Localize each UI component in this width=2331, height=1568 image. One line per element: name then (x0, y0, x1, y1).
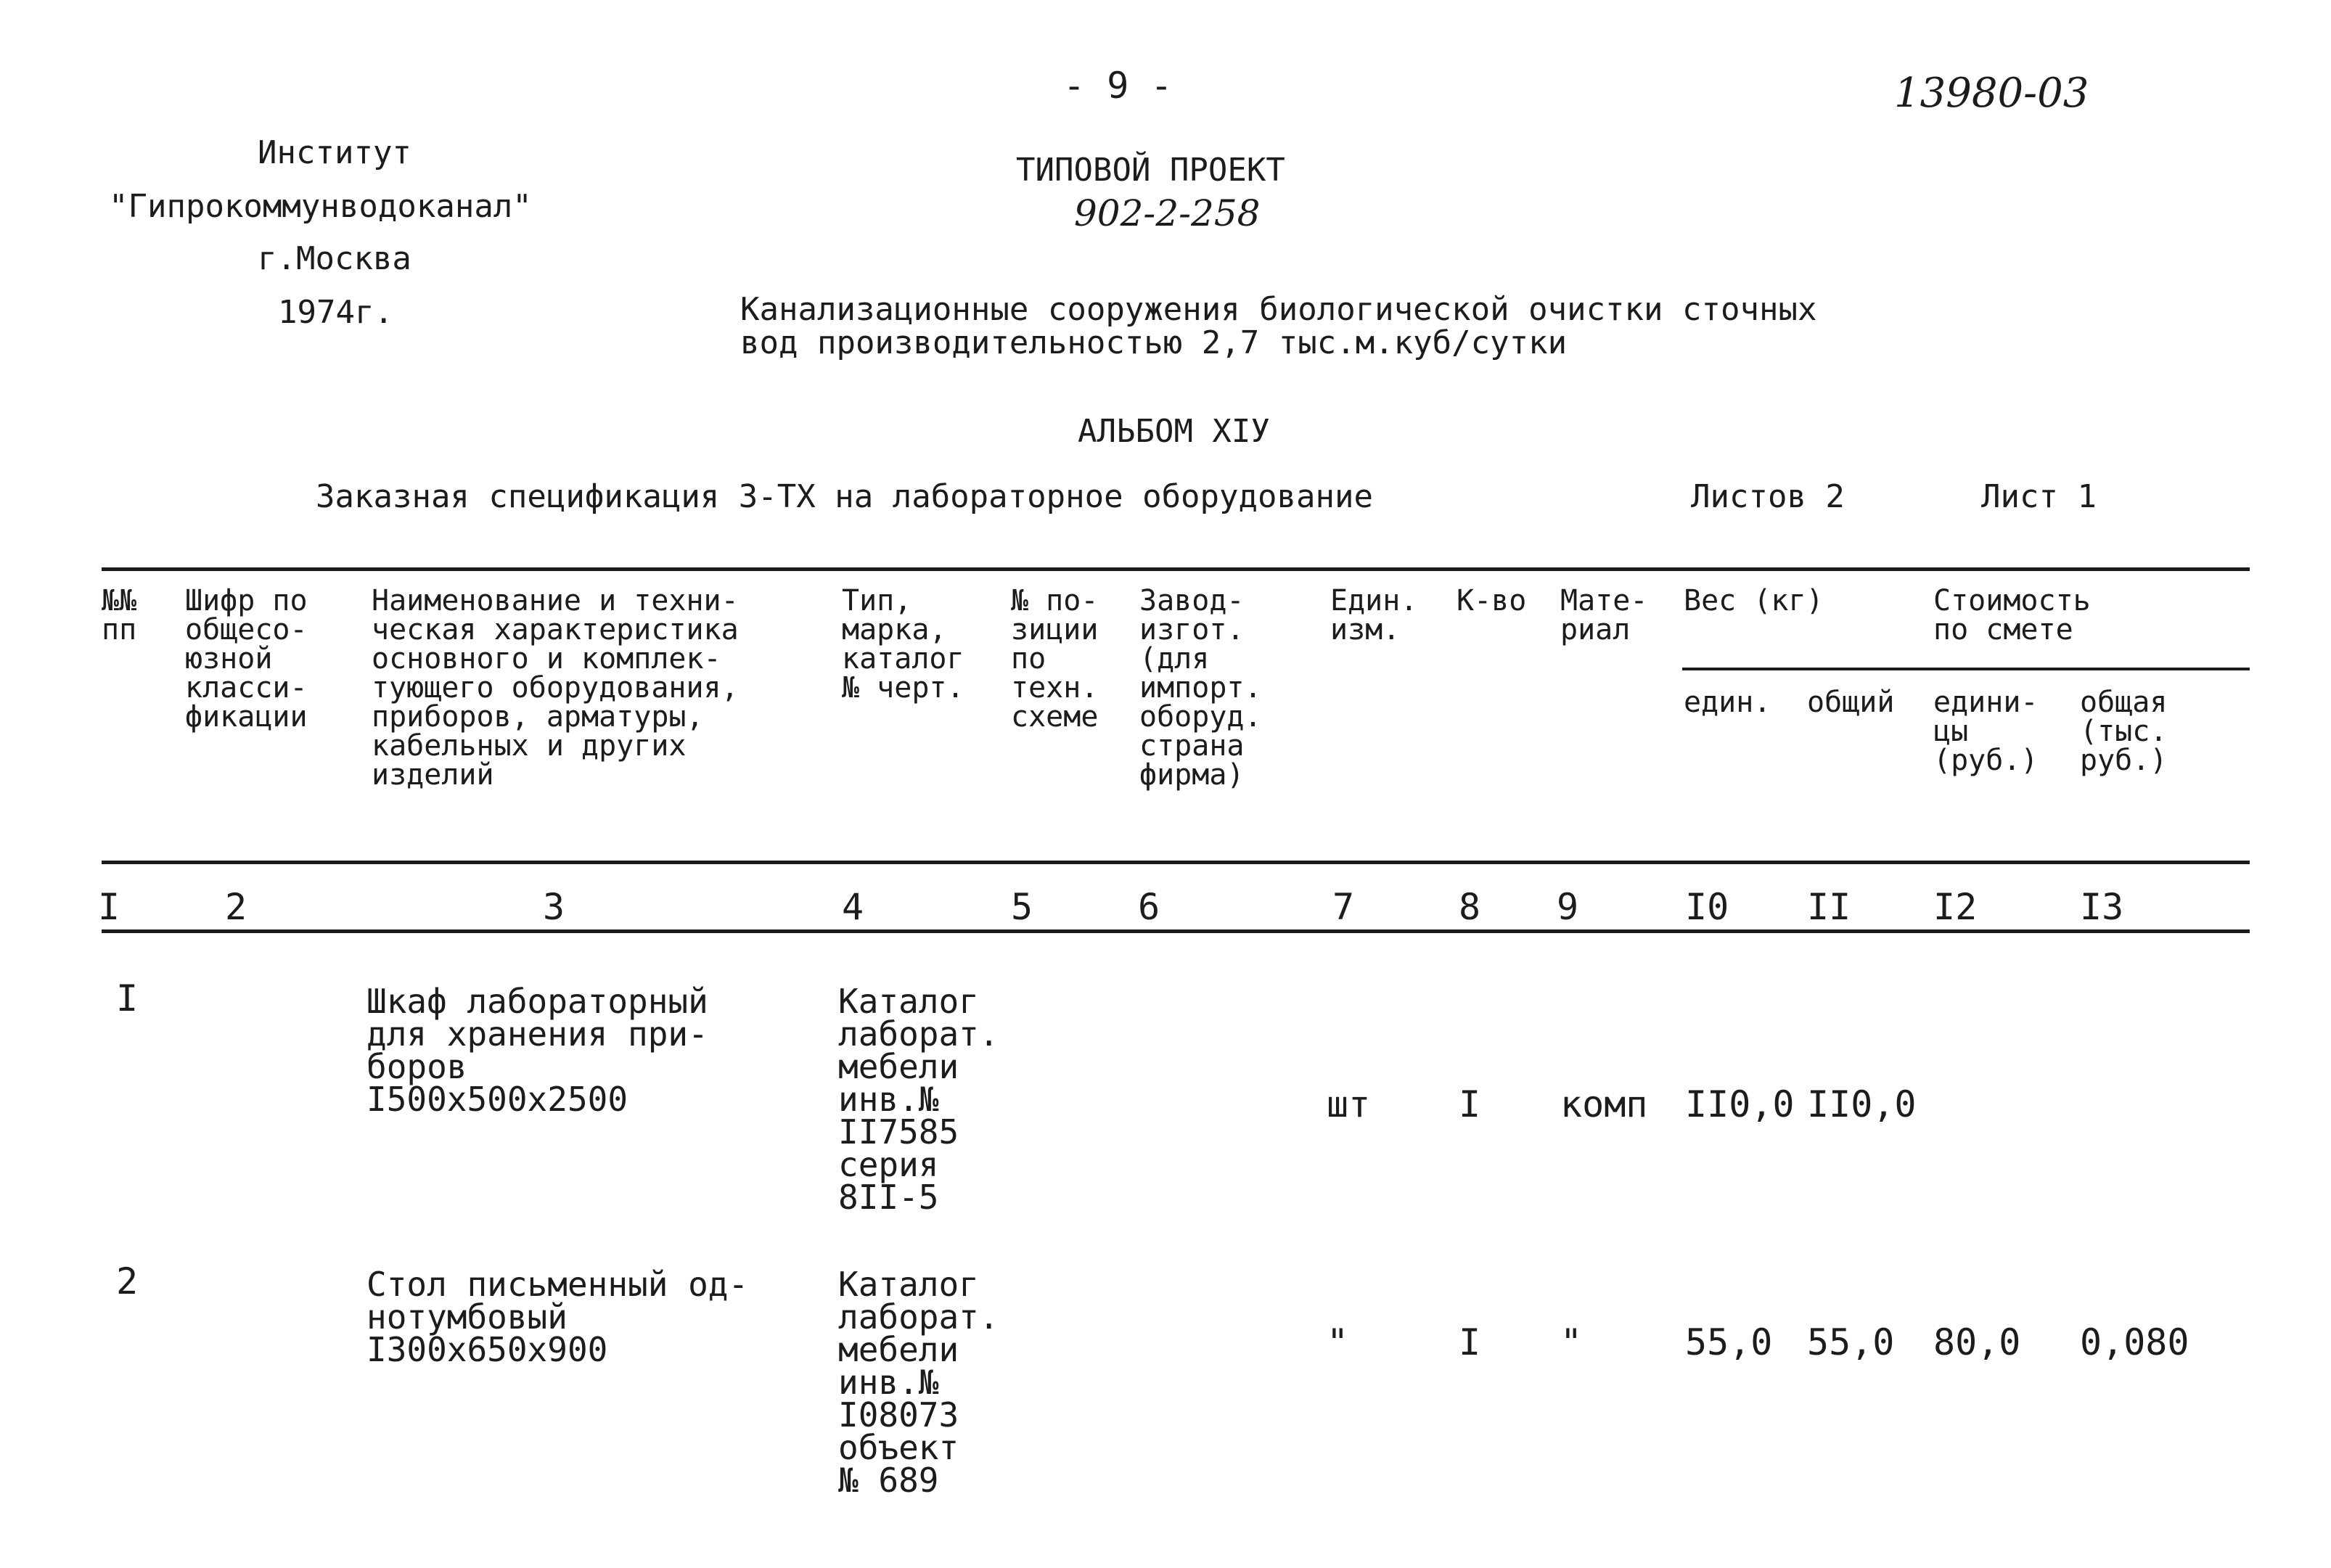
row-number: I (116, 977, 139, 1019)
column-number-1: I (98, 886, 120, 928)
header-col-name: Наименование и техни- ческая характеристика основного и комплек- тующего оборудования, приборов, арматуры, кабельных и других изделий (372, 584, 739, 792)
item-weight-total: II0,0 (1807, 1083, 1917, 1125)
column-number-11: II (1807, 886, 1851, 928)
item-weight-unit: II0,0 (1685, 1083, 1795, 1125)
header-weight-group: Вес (кг) (1684, 584, 1824, 617)
project-type: ТИПОВОЙ ПРОЕКТ (1016, 152, 1285, 189)
institute-label: Институт (258, 134, 411, 171)
project-number: 902-2-258 (1074, 192, 1261, 234)
header-cost-total: общая (тыс. руб.) (2080, 686, 2168, 777)
item-type: Каталог лаборат. мебели инв.№ II7585 серия 8II-5 (838, 982, 999, 1218)
column-number-4: 4 (842, 886, 864, 928)
item-unit: шт (1327, 1083, 1371, 1125)
specification-title: Заказная спецификация 3-ТХ на лабораторное оборудование (316, 478, 1373, 515)
column-number-6: 6 (1138, 886, 1160, 928)
institute-year: 1974г. (278, 294, 393, 331)
item-name: Стол письменный од- нотумбовый I300х650х900 (366, 1265, 749, 1370)
item-weight-total: 55,0 (1807, 1321, 1895, 1363)
header-weight-unit: един. (1684, 686, 1771, 719)
header-weight-total: общий (1807, 686, 1895, 719)
item-material: " (1560, 1321, 1583, 1363)
column-number-5: 5 (1011, 886, 1033, 928)
header-col-type: Тип, марка, каталог № черт. (842, 584, 964, 705)
header-col-position: № по- зиции по техн. схеме (1011, 584, 1099, 734)
column-number-13: I3 (2080, 886, 2124, 928)
item-cost-total: 0,080 (2080, 1321, 2189, 1363)
column-number-12: I2 (1933, 886, 1978, 928)
column-number-9: 9 (1557, 886, 1579, 928)
column-number-7: 7 (1332, 886, 1355, 928)
institute-city: г.Москва (258, 240, 411, 277)
item-type: Каталог лаборат. мебели инв.№ I08073 объект № 689 (838, 1265, 999, 1501)
group-header-rule (1682, 668, 2250, 670)
column-number-2: 2 (225, 886, 247, 928)
column-number-3: 3 (543, 886, 565, 928)
header-cost-group: Стоимость по смете (1933, 584, 2091, 647)
header-cost-unit: едини- цы (руб.) (1933, 686, 2039, 777)
row-number: 2 (116, 1260, 139, 1302)
item-unit: " (1327, 1321, 1349, 1363)
table-top-rule (102, 567, 2250, 571)
item-quantity: I (1459, 1321, 1481, 1363)
project-description-line1: Канализационные сооружения биологической очистки сточных (740, 291, 1817, 328)
album-title: АЛЬБОМ XIУ (1078, 413, 1270, 450)
header-bottom-rule (102, 861, 2250, 864)
item-cost-unit: 80,0 (1933, 1321, 2021, 1363)
item-name: Шкаф лабораторный для хранения при- боров I500х500х2500 (366, 982, 708, 1120)
item-weight-unit: 55,0 (1685, 1321, 1773, 1363)
header-col-material: Мате- риал (1560, 584, 1648, 647)
sheets-total: Листов 2 (1691, 478, 1845, 515)
document-code: 13980-03 (1894, 70, 2089, 117)
column-number-10: I0 (1685, 886, 1729, 928)
header-col-quantity: К-во (1457, 584, 1527, 617)
header-col-number: №№ пп (102, 584, 137, 647)
item-quantity: I (1459, 1083, 1481, 1125)
item-material: комп (1560, 1083, 1648, 1125)
page-number: - 9 - (1063, 65, 1173, 107)
header-col-classification-code: Шифр по общесо- юзной класси- фикации (185, 584, 308, 734)
header-col-unit: Един. изм. (1330, 584, 1418, 647)
project-description-line2: вод производительностью 2,7 тыс.м.куб/сутки (740, 324, 1568, 361)
institute-name: "Гипрокоммунводоканал" (109, 188, 532, 225)
column-numbers-rule (102, 929, 2250, 933)
header-col-manufacturer: Завод- изгот. (для импорт. оборуд. страна фирма) (1139, 584, 1262, 792)
column-number-8: 8 (1459, 886, 1481, 928)
sheet-current: Лист 1 (1981, 478, 2097, 515)
